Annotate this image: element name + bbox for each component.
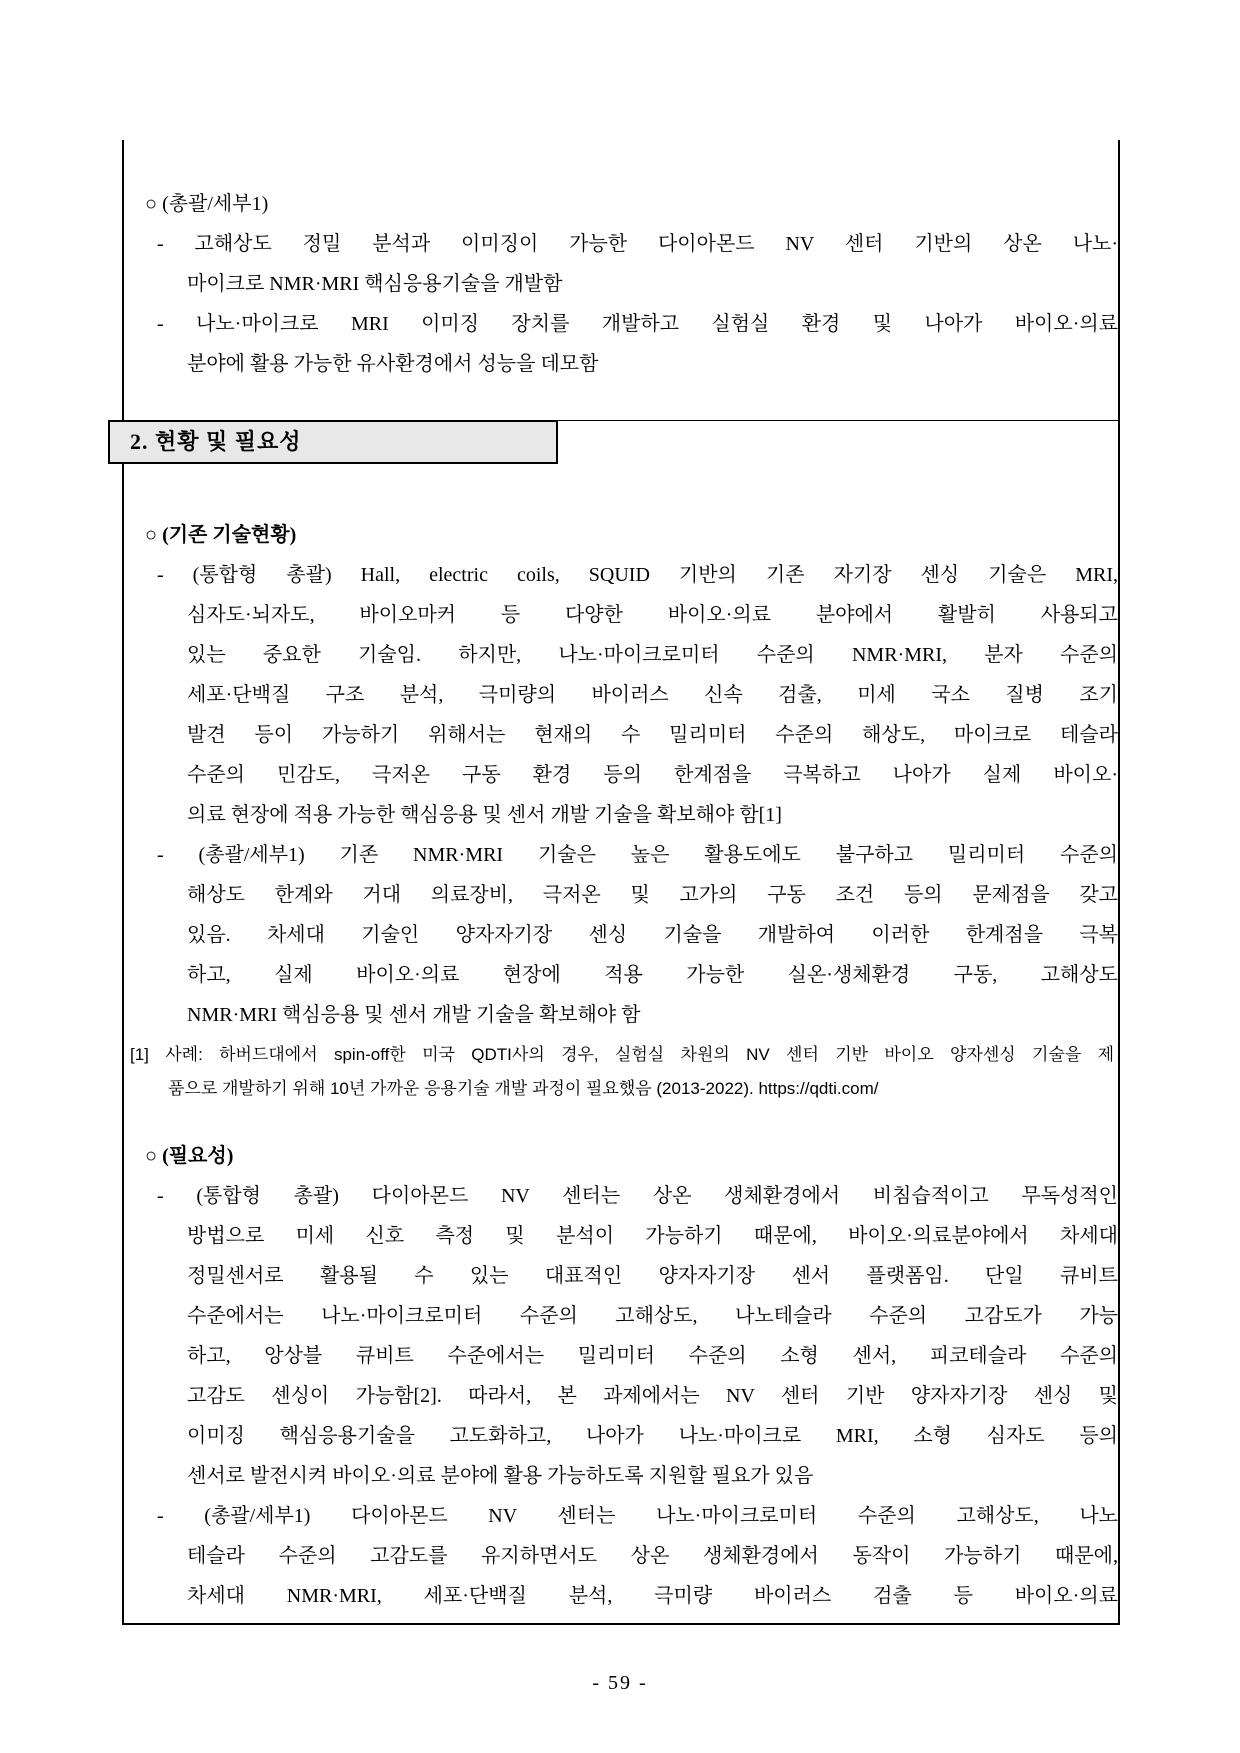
text-line: 하고, 실제 바이오·의료 현장에 적용 가능한 실온·생체환경 구동, 고해상도 — [187, 964, 1118, 986]
section-2-header — [108, 420, 558, 464]
text-line: 이미징 핵심응용기술을 고도화하고, 나아가 나노·마이크로 MRI, 소형 심자도 등의 — [187, 1425, 1118, 1447]
text-line: 의료 현장에 적용 가능한 핵심응용 및 센서 개발 기술을 확보해야 함[1] — [187, 804, 782, 826]
section-status — [124, 515, 1118, 1035]
text-line: 있는 중요한 기술임. 하지만, 나노·마이크로미터 수준의 NMR·MRI, 분자 수준의 — [187, 644, 1118, 666]
text-line: - (총괄/세부1) 다이아몬드 NV 센터는 나노·마이크로미터 수준의 고해상도, 나노 — [157, 1505, 1118, 1527]
text-line: - (통합형 총괄) Hall, electric coils, SQUID 기반의 기존 자기장 센싱 기술은 MRI, — [157, 564, 1118, 586]
footnote-line: [1] 사례: 하버드대에서 spin-off한 미국 QDTI사의 경우, 실험실 차원의 NV 센터 기반 바이오 양자센싱 기술을 제 — [130, 1045, 1114, 1064]
text-line: 테슬라 수준의 고감도를 유지하면서도 상온 생체환경에서 동작이 가능하기 때문에, — [187, 1545, 1118, 1567]
text-line: NMR·MRI 핵심응용 및 센서 개발 기술을 확보해야 함 — [187, 1004, 641, 1026]
text-line: 있음. 차세대 기술인 양자자기장 센싱 기술을 개발하여 이러한 한계점을 극복 — [187, 924, 1118, 946]
text-line: - 고해상도 정밀 분석과 이미징이 가능한 다이아몬드 NV 센터 기반의 상온 나노· — [157, 233, 1118, 255]
bullet-heading-need: ○ (필요성) — [145, 1145, 234, 1167]
text-line: - (총괄/세부1) 기존 NMR·MRI 기술은 높은 활용도에도 불구하고 밀리미터 수준의 — [157, 844, 1118, 866]
text-line: 고감도 센싱이 가능함[2]. 따라서, 본 과제에서는 NV 센터 기반 양자자기장 센싱 및 — [187, 1385, 1118, 1407]
section-overview — [124, 184, 1118, 384]
bullet-heading-overview: ○ (총괄/세부1) — [145, 193, 269, 215]
bullet-heading-status: ○ (기존 기술현황) — [145, 524, 297, 546]
text-line: - 나노·마이크로 MRI 이미징 장치를 개발하고 실험실 환경 및 나아가 바이오·의료 — [157, 313, 1118, 335]
text-line: 방법으로 미세 신호 측정 및 분석이 가능하기 때문에, 바이오·의료분야에서 차세대 — [187, 1225, 1118, 1247]
text-line: - (통합형 총괄) 다이아몬드 NV 센터는 상온 생체환경에서 비침습적이고 무독성적인 — [157, 1185, 1118, 1207]
section-2-header-label: 2. 현황 및 필요성 — [130, 429, 302, 454]
text-line: 센서로 발전시켜 바이오·의료 분야에 활용 가능하도록 지원할 필요가 있음 — [187, 1465, 814, 1487]
page-number: - 59 - — [592, 1672, 648, 1694]
text-line: 수준의 민감도, 극저온 구동 환경 등의 한계점을 극복하고 나아가 실제 바이오· — [187, 764, 1118, 786]
footnote — [124, 1038, 1114, 1106]
text-line: 마이크로 NMR·MRI 핵심응용기술을 개발함 — [187, 273, 563, 295]
text-line: 세포·단백질 구조 분석, 극미량의 바이러스 신속 검출, 미세 국소 질병 조기 — [187, 684, 1118, 706]
section-need — [124, 1136, 1118, 1616]
text-line: 해상도 한계와 거대 의료장비, 극저온 및 고가의 구동 조건 등의 문제점을 갖고 — [187, 884, 1118, 906]
text-line: 심자도·뇌자도, 바이오마커 등 다양한 바이오·의료 분야에서 활발히 사용되고 — [187, 604, 1118, 626]
text-line: 수준에서는 나노·마이크로미터 수준의 고해상도, 나노테슬라 수준의 고감도가 가능 — [187, 1305, 1118, 1327]
text-line: 발견 등이 가능하기 위해서는 현재의 수 밀리미터 수준의 해상도, 마이크로 테슬라 — [187, 724, 1118, 746]
footnote-line: 품으로 개발하기 위해 10년 가까운 응용기술 개발 과정이 필요했음 (2013-2022). https://qdti.com/ — [168, 1079, 879, 1098]
text-line: 차세대 NMR·MRI, 세포·단백질 분석, 극미량 바이러스 검출 등 바이오·의료 — [187, 1585, 1118, 1607]
text-line: 분야에 활용 가능한 유사환경에서 성능을 데모함 — [187, 353, 599, 375]
text-line: 정밀센서로 활용될 수 있는 대표적인 양자자기장 센서 플랫폼임. 단일 큐비트 — [187, 1265, 1118, 1287]
text-line: 하고, 앙상블 큐비트 수준에서는 밀리미터 수준의 소형 센서, 피코테슬라 수준의 — [187, 1345, 1118, 1367]
